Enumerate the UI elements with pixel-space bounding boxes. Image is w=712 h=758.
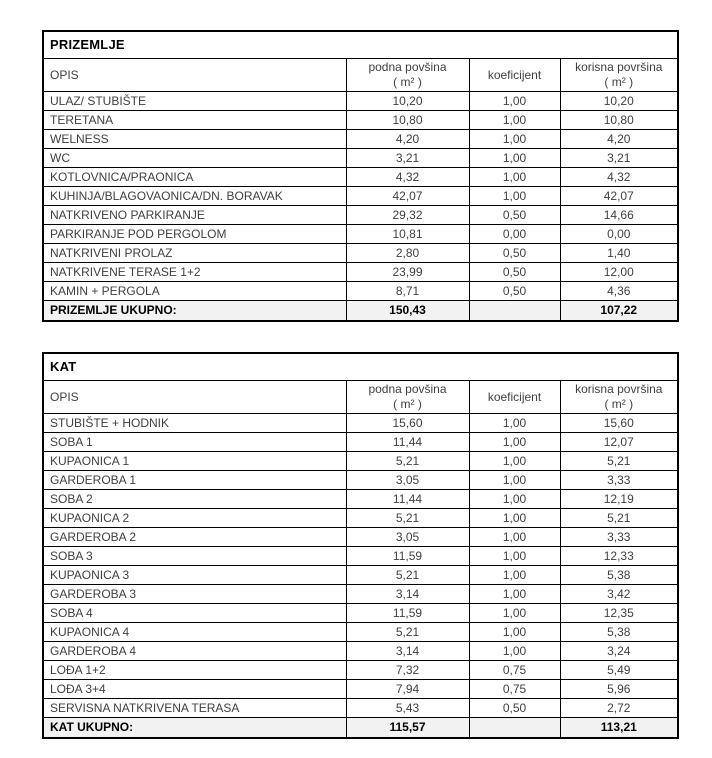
table-row	[43, 661, 678, 680]
row-value: 42,07	[346, 187, 469, 206]
row-value: 1,40	[560, 244, 678, 263]
table-title: PRIZEMLJE	[43, 31, 678, 59]
row-value: 0,50	[469, 263, 560, 282]
total-row	[43, 718, 678, 739]
floor-table-prizemlje	[42, 30, 679, 322]
table-row	[43, 680, 678, 699]
row-value: 11,59	[346, 547, 469, 566]
row-value: 3,33	[560, 528, 678, 547]
row-value: 1,00	[469, 187, 560, 206]
row-value: 4,32	[560, 168, 678, 187]
total-value: 150,43	[346, 301, 469, 322]
table-row	[43, 414, 678, 433]
column-header	[469, 381, 560, 414]
table-row	[43, 490, 678, 509]
row-label: SOBA 1	[43, 433, 346, 452]
total-value: 115,57	[346, 718, 469, 739]
row-value: 15,60	[560, 414, 678, 433]
row-value: 0,75	[469, 661, 560, 680]
row-label: STUBIŠTE + HODNIK	[43, 414, 346, 433]
table-row	[43, 92, 678, 111]
row-value: 0,00	[469, 225, 560, 244]
row-value: 1,00	[469, 168, 560, 187]
total-value	[469, 718, 560, 739]
row-label: GARDEROBA 1	[43, 471, 346, 490]
column-header	[560, 381, 678, 414]
row-value: 5,21	[346, 452, 469, 471]
row-value: 1,00	[469, 585, 560, 604]
table-row	[43, 642, 678, 661]
table-row	[43, 604, 678, 623]
row-label: LOĐA 3+4	[43, 680, 346, 699]
row-value: 0,50	[469, 282, 560, 301]
floor-table-kat	[42, 352, 679, 739]
row-value: 3,21	[560, 149, 678, 168]
table-row	[43, 547, 678, 566]
row-value: 3,05	[346, 528, 469, 547]
row-value: 3,33	[560, 471, 678, 490]
column-header-label: koeficijent	[487, 67, 542, 82]
row-value: 42,07	[560, 187, 678, 206]
row-value: 1,00	[469, 509, 560, 528]
row-value: 1,00	[469, 528, 560, 547]
row-value: 4,36	[560, 282, 678, 301]
table-row	[43, 225, 678, 244]
table-header-row	[43, 59, 678, 92]
column-header	[43, 381, 346, 414]
row-value: 12,19	[560, 490, 678, 509]
table-row	[43, 566, 678, 585]
column-header-unit: ( m² )	[604, 75, 634, 89]
column-header	[560, 59, 678, 92]
table-header-row	[43, 381, 678, 414]
row-value: 5,21	[346, 509, 469, 528]
row-value: 2,80	[346, 244, 469, 263]
row-value: 3,21	[346, 149, 469, 168]
table-row	[43, 187, 678, 206]
row-value: 5,21	[560, 452, 678, 471]
row-label: NATKRIVENO PARKIRANJE	[43, 206, 346, 225]
row-value: 11,59	[346, 604, 469, 623]
row-value: 1,00	[469, 471, 560, 490]
row-label: GARDEROBA 2	[43, 528, 346, 547]
row-value: 3,24	[560, 642, 678, 661]
row-value: 5,38	[560, 566, 678, 585]
row-value: 0,50	[469, 206, 560, 225]
table-row	[43, 452, 678, 471]
row-value: 1,00	[469, 604, 560, 623]
column-header-unit: ( m² )	[604, 397, 634, 411]
row-value: 10,80	[560, 111, 678, 130]
row-label: NATKRIVENE TERASE 1+2	[43, 263, 346, 282]
table-row	[43, 623, 678, 642]
table-row	[43, 699, 678, 718]
row-value: 5,38	[560, 623, 678, 642]
row-label: SOBA 2	[43, 490, 346, 509]
row-value: 29,32	[346, 206, 469, 225]
column-header-label: OPIS	[50, 67, 79, 82]
column-header-label: podna povšina	[368, 382, 447, 396]
row-value: 4,32	[346, 168, 469, 187]
row-value: 3,14	[346, 642, 469, 661]
row-label: KOTLOVNICA/PRAONICA	[43, 168, 346, 187]
tables-root	[42, 30, 712, 739]
row-value: 10,80	[346, 111, 469, 130]
row-label: SOBA 3	[43, 547, 346, 566]
row-value: 0,50	[469, 699, 560, 718]
row-label: KUPAONICA 3	[43, 566, 346, 585]
row-label: PARKIRANJE POD PERGOLOM	[43, 225, 346, 244]
row-label: SERVISNA NATKRIVENA TERASA	[43, 699, 346, 718]
row-value: 1,00	[469, 92, 560, 111]
table-row	[43, 509, 678, 528]
column-header-label: podna povšina	[368, 60, 447, 74]
table-row	[43, 149, 678, 168]
row-label: KUPAONICA 1	[43, 452, 346, 471]
row-value: 5,21	[346, 623, 469, 642]
column-header-label: korisna površina	[575, 382, 663, 396]
row-value: 4,20	[346, 130, 469, 149]
total-label: KAT UKUPNO:	[43, 718, 346, 739]
row-label: WC	[43, 149, 346, 168]
row-value: 5,96	[560, 680, 678, 699]
table-title-row	[43, 353, 678, 381]
row-value: 10,20	[346, 92, 469, 111]
row-value: 1,00	[469, 130, 560, 149]
row-value: 8,71	[346, 282, 469, 301]
row-value: 1,00	[469, 111, 560, 130]
row-value: 4,20	[560, 130, 678, 149]
table-row	[43, 244, 678, 263]
column-header	[43, 59, 346, 92]
row-value: 1,00	[469, 623, 560, 642]
total-row	[43, 301, 678, 322]
row-value: 12,35	[560, 604, 678, 623]
table-row	[43, 471, 678, 490]
total-value: 113,21	[560, 718, 678, 739]
row-value: 5,49	[560, 661, 678, 680]
row-value: 3,42	[560, 585, 678, 604]
total-value: 107,22	[560, 301, 678, 322]
row-value: 1,00	[469, 452, 560, 471]
row-value: 0,00	[560, 225, 678, 244]
table-title-row	[43, 31, 678, 59]
row-value: 3,14	[346, 585, 469, 604]
table-row	[43, 263, 678, 282]
row-value: 1,00	[469, 149, 560, 168]
row-value: 10,81	[346, 225, 469, 244]
table-row	[43, 130, 678, 149]
row-label: KUPAONICA 2	[43, 509, 346, 528]
row-value: 1,00	[469, 642, 560, 661]
total-value	[469, 301, 560, 322]
row-value: 7,94	[346, 680, 469, 699]
row-value: 14,66	[560, 206, 678, 225]
row-label: KUHINJA/BLAGOVAONICA/DN. BORAVAK	[43, 187, 346, 206]
table-row	[43, 206, 678, 225]
column-header	[346, 59, 469, 92]
row-value: 5,21	[346, 566, 469, 585]
row-value: 1,00	[469, 547, 560, 566]
row-value: 3,05	[346, 471, 469, 490]
row-label: SOBA 4	[43, 604, 346, 623]
row-label: LOĐA 1+2	[43, 661, 346, 680]
row-value: 5,43	[346, 699, 469, 718]
table-row	[43, 168, 678, 187]
row-value: 1,00	[469, 566, 560, 585]
row-value: 1,00	[469, 433, 560, 452]
row-value: 7,32	[346, 661, 469, 680]
row-value: 23,99	[346, 263, 469, 282]
row-label: GARDEROBA 4	[43, 642, 346, 661]
row-label: GARDEROBA 3	[43, 585, 346, 604]
row-value: 10,20	[560, 92, 678, 111]
row-label: KAMIN + PERGOLA	[43, 282, 346, 301]
table-row	[43, 282, 678, 301]
table-row	[43, 111, 678, 130]
table-row	[43, 585, 678, 604]
column-header-label: OPIS	[50, 389, 79, 404]
table-row	[43, 433, 678, 452]
row-value: 1,00	[469, 414, 560, 433]
row-value: 11,44	[346, 490, 469, 509]
row-value: 15,60	[346, 414, 469, 433]
row-value: 12,00	[560, 263, 678, 282]
row-label: NATKRIVENI PROLAZ	[43, 244, 346, 263]
row-value: 12,33	[560, 547, 678, 566]
row-value: 11,44	[346, 433, 469, 452]
column-header	[469, 59, 560, 92]
table-title: KAT	[43, 353, 678, 381]
row-value: 1,00	[469, 490, 560, 509]
table-row	[43, 528, 678, 547]
total-label: PRIZEMLJE UKUPNO:	[43, 301, 346, 322]
row-value: 0,50	[469, 244, 560, 263]
column-header-label: koeficijent	[487, 389, 542, 404]
row-label: KUPAONICA 4	[43, 623, 346, 642]
row-value: 2,72	[560, 699, 678, 718]
row-value: 0,75	[469, 680, 560, 699]
column-header-label: korisna površina	[575, 60, 663, 74]
row-label: WELNESS	[43, 130, 346, 149]
row-value: 12,07	[560, 433, 678, 452]
column-header-unit: ( m² )	[393, 75, 422, 89]
row-label: TERETANA	[43, 111, 346, 130]
row-value: 5,21	[560, 509, 678, 528]
column-header	[346, 381, 469, 414]
column-header-unit: ( m² )	[393, 397, 422, 411]
row-label: ULAZ/ STUBIŠTE	[43, 92, 346, 111]
